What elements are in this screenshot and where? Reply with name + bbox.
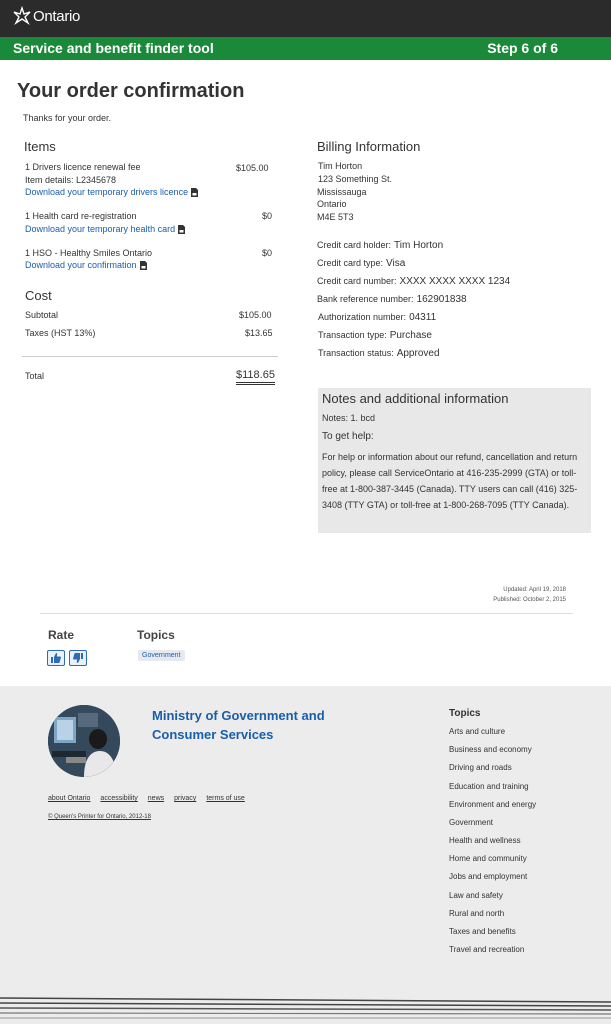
billing-field <box>317 276 510 287</box>
billing-field <box>317 294 467 305</box>
field-label: Authorization number: <box>318 312 407 322</box>
footer-topics-heading: Topics <box>449 708 481 719</box>
download-confirmation-link[interactable] <box>25 260 147 270</box>
taxes-label: Taxes (HST 13%) <box>25 328 96 338</box>
ministry-line: Ministry of Government and <box>152 708 325 723</box>
field-value: Approved <box>396 348 440 359</box>
taxes-value: $13.65 <box>245 328 273 338</box>
field-label: Transaction type: <box>318 330 387 340</box>
total-label: Total <box>25 371 45 381</box>
link-text: Download your confirmation <box>25 260 137 270</box>
billing-address-line: Tim Horton <box>318 161 363 171</box>
field-value: XXXX XXXX XXXX 1234 <box>399 276 511 287</box>
footer-topic-link[interactable]: Rural and north <box>449 909 505 918</box>
topic-tag-government[interactable]: Government <box>138 650 185 661</box>
thumbs-down-icon <box>72 652 84 664</box>
item-name: 1 Drivers licence renewal fee <box>25 162 141 172</box>
copyright-link[interactable]: © Queen's Printer for Ontario, 2012-18 <box>48 814 151 820</box>
field-label: Credit card number: <box>317 276 397 286</box>
ministry-line: Consumer Services <box>152 727 274 742</box>
updated-date: Updated: April 19, 2018 <box>503 587 566 593</box>
footer-links <box>48 795 245 802</box>
billing-field <box>318 330 432 341</box>
footer-topic-link[interactable]: Health and wellness <box>449 836 521 845</box>
field-label: Bank reference number: <box>317 294 414 304</box>
footer-topic-link[interactable]: Driving and roads <box>449 763 512 772</box>
billing-field <box>318 348 440 359</box>
item-name: 1 Health card re-registration <box>25 211 137 221</box>
cost-heading: Cost <box>25 288 52 303</box>
field-value: Tim Horton <box>394 240 444 251</box>
billing-heading: Billing Information <box>317 139 421 154</box>
field-label: Transaction status: <box>318 348 394 358</box>
thumbs-up-icon <box>50 652 62 664</box>
cost-divider <box>22 356 278 357</box>
footer-topic-link[interactable]: Environment and energy <box>449 800 537 809</box>
topics-heading: Topics <box>137 628 175 642</box>
footer-stripes <box>0 996 611 1024</box>
pdf-icon <box>178 225 185 234</box>
item-price: $105.00 <box>236 163 269 173</box>
footer-topic-link[interactable]: Government <box>449 818 494 827</box>
page-title: Your order confirmation <box>17 80 245 102</box>
help-heading: To get help: <box>322 431 374 442</box>
step-indicator: Step 6 of 6 <box>487 40 558 56</box>
download-health-card-link[interactable] <box>25 224 185 234</box>
footer-link-news[interactable]: news <box>147 795 165 802</box>
pdf-icon <box>191 188 198 197</box>
footer-link-about[interactable]: about Ontario <box>48 795 91 802</box>
billing-address-line: Ontario <box>317 199 347 209</box>
footer-topic-link[interactable]: Travel and recreation <box>449 945 525 954</box>
item-price: $0 <box>262 211 273 221</box>
notes-heading: Notes and additional information <box>322 391 509 406</box>
field-value: 04311 <box>409 312 437 323</box>
footer-topic-link[interactable]: Home and community <box>449 854 527 863</box>
ministry-photo <box>48 705 120 777</box>
notes-text: Notes: 1. bcd <box>322 413 376 423</box>
thumbs-up-button[interactable] <box>47 650 65 666</box>
subtotal-label: Subtotal <box>25 310 59 320</box>
footer-topic-link[interactable]: Law and safety <box>449 891 503 900</box>
top-bar <box>0 0 611 37</box>
footer-topic-link[interactable]: Taxes and benefits <box>449 927 516 936</box>
thanks-message: Thanks for your order. <box>23 113 112 123</box>
rate-heading: Rate <box>48 628 75 642</box>
billing-address-line: M4E 5T3 <box>317 212 354 222</box>
help-text: For help or information about our refund, cancellation and return policy, please call ServiceOntario at 416-235-2999 (GTA) or toll-free at 1-800-387-3445 (Canada). TTY users can call (416) 325-3408 (TTY GTA) or toll-free at 1-800-268-7095 (TTY Canada). <box>322 452 578 510</box>
footer-topic-link[interactable]: Education and training <box>449 782 529 791</box>
tool-title: Service and benefit finder tool <box>13 40 214 56</box>
footer-topic-link[interactable]: Jobs and employment <box>449 872 528 881</box>
page-dates <box>493 585 566 605</box>
published-date: Published: October 2, 2015 <box>493 597 566 603</box>
total-value: $118.65 <box>236 369 275 385</box>
billing-address-line: Mississauga <box>317 187 367 197</box>
field-value: 162901838 <box>416 294 467 305</box>
footer-link-accessibility[interactable]: accessibility <box>100 795 138 802</box>
billing-field <box>317 258 405 269</box>
footer-link-terms[interactable]: terms of use <box>206 795 245 802</box>
footer-topic-link[interactable]: Arts and culture <box>449 727 506 736</box>
footer-link-privacy[interactable]: privacy <box>174 795 197 802</box>
billing-address-line: 123 Something St. <box>318 174 393 184</box>
field-value: Visa <box>386 258 406 269</box>
trillium-icon <box>12 6 32 26</box>
ministry-name-link[interactable] <box>152 706 325 744</box>
link-text: Download your temporary drivers licence <box>25 187 189 197</box>
subtotal-value: $105.00 <box>239 310 272 320</box>
field-label: Credit card holder: <box>317 240 392 250</box>
link-text: Download your temporary health card <box>25 224 176 234</box>
pdf-icon <box>140 261 147 270</box>
billing-field <box>318 312 436 323</box>
field-value: Purchase <box>389 330 432 341</box>
brand-name: Ontario <box>33 7 81 25</box>
field-label: Credit card type: <box>317 258 384 268</box>
item-name: 1 HSO - Healthy Smiles Ontario <box>25 248 153 258</box>
tool-header <box>0 37 611 60</box>
item-price: $0 <box>262 248 273 258</box>
items-heading: Items <box>24 139 56 154</box>
ontario-logo[interactable] <box>12 6 80 26</box>
item-details: Item details: L2345678 <box>25 175 117 185</box>
divider <box>40 613 573 614</box>
thumbs-down-button[interactable] <box>69 650 87 666</box>
notes-panel <box>318 388 591 533</box>
download-drivers-licence-link[interactable] <box>25 187 198 197</box>
footer-topic-link[interactable]: Business and economy <box>449 745 532 754</box>
billing-field <box>317 240 443 251</box>
